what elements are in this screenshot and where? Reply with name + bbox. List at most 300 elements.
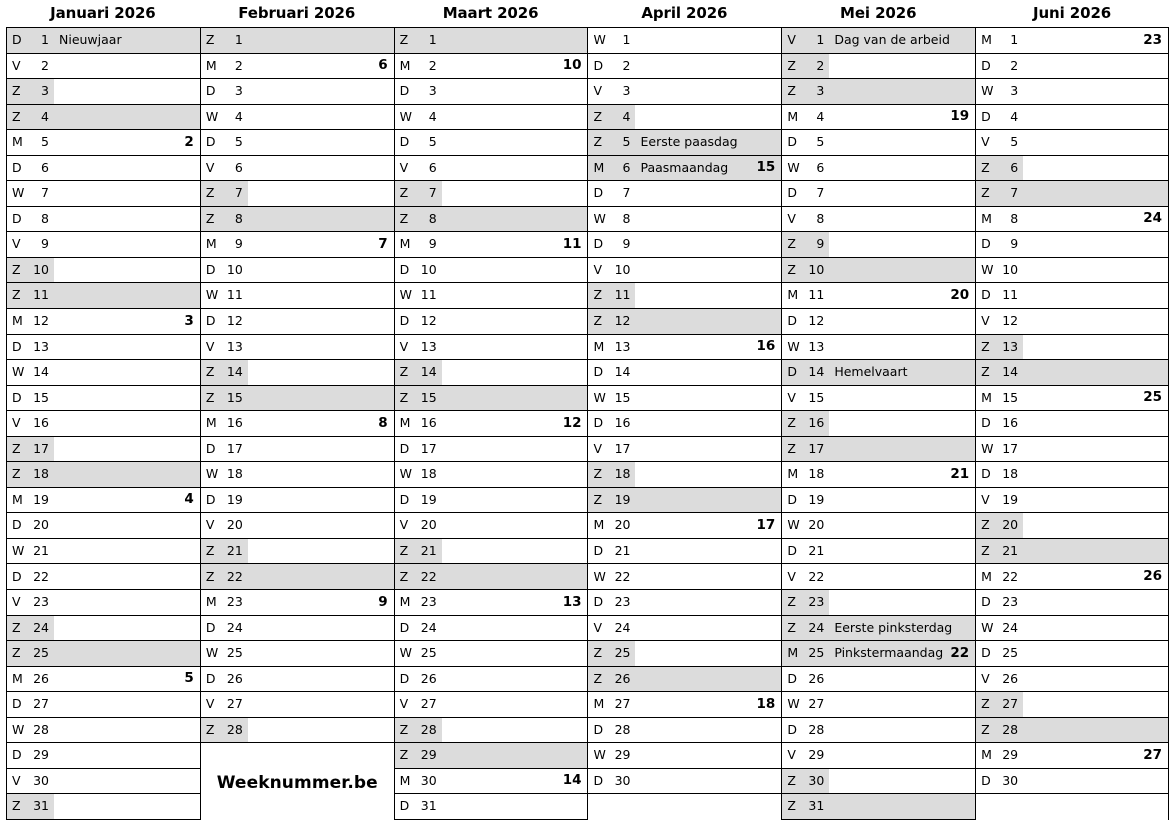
day-cell[interactable] [7, 794, 200, 820]
day-cell[interactable] [588, 616, 781, 642]
holiday-label: Eerste paasdag [640, 134, 738, 150]
day-number: 17 [226, 440, 243, 456]
day-number: 21 [1002, 542, 1019, 558]
day-of-week-letter: Z [787, 772, 796, 788]
day-number: 15 [1002, 389, 1019, 405]
day-of-week-letter: D [205, 261, 216, 277]
day-of-week-letter: V [12, 594, 21, 610]
day-of-week-letter: M [981, 568, 992, 584]
day-cell[interactable] [395, 513, 588, 539]
day-cell[interactable] [782, 564, 975, 590]
day-number: 7 [622, 185, 631, 201]
day-cell[interactable] [782, 130, 975, 156]
day-cell[interactable] [782, 692, 975, 718]
day-cell[interactable] [201, 207, 394, 233]
day-cell[interactable] [395, 360, 588, 386]
day-cell[interactable] [782, 513, 975, 539]
day-cell[interactable] [201, 79, 394, 105]
day-cell[interactable] [7, 692, 200, 718]
months-grid [6, 27, 1169, 820]
day-cell[interactable] [7, 258, 200, 284]
day-cell[interactable] [782, 258, 975, 284]
day-cell[interactable] [588, 411, 781, 437]
day-cell[interactable] [976, 386, 1168, 412]
day-of-week-letter: D [12, 747, 22, 763]
day-cell[interactable] [976, 641, 1168, 667]
day-of-week-letter: D [399, 134, 410, 150]
day-of-week-letter: Z [593, 134, 603, 150]
day-of-week-letter: V [399, 338, 409, 354]
day-cell[interactable] [7, 232, 200, 258]
day-cell[interactable] [201, 718, 394, 744]
empty-cell [201, 794, 394, 820]
day-cell[interactable] [976, 488, 1168, 514]
day-number: 10 [33, 261, 49, 277]
day-number: 27 [614, 696, 631, 712]
day-cell[interactable] [976, 539, 1168, 565]
day-of-week-letter: D [205, 313, 216, 329]
day-number: 19 [808, 491, 825, 507]
day-cell[interactable] [395, 616, 588, 642]
day-cell[interactable] [782, 488, 975, 514]
day-cell[interactable] [976, 79, 1168, 105]
day-cell[interactable] [395, 641, 588, 667]
day-cell[interactable] [588, 667, 781, 693]
day-number: 24 [808, 619, 825, 635]
day-cell[interactable] [588, 258, 781, 284]
day-cell[interactable] [395, 28, 588, 54]
day-cell[interactable] [976, 692, 1168, 718]
empty-cell [976, 794, 1168, 820]
day-cell[interactable] [7, 641, 200, 667]
day-cell[interactable] [588, 309, 781, 335]
day-number: 28 [808, 721, 825, 737]
day-number: 23 [808, 594, 825, 610]
day-cell[interactable] [201, 411, 394, 437]
day-cell[interactable] [395, 207, 588, 233]
day-cell[interactable] [588, 232, 781, 258]
day-number: 20 [420, 517, 437, 533]
day-cell[interactable] [976, 105, 1168, 131]
day-of-week-letter: W [12, 364, 25, 380]
day-number: 18 [808, 466, 825, 482]
day-cell[interactable] [395, 794, 588, 820]
day-cell[interactable] [201, 692, 394, 718]
day-number: 11 [33, 287, 49, 303]
day-cell[interactable] [395, 283, 588, 309]
day-cell[interactable] [201, 590, 394, 616]
day-cell[interactable] [782, 181, 975, 207]
day-cell[interactable] [782, 79, 975, 105]
day-cell[interactable] [7, 105, 200, 131]
day-number: 14 [33, 364, 49, 380]
day-cell[interactable] [395, 411, 588, 437]
day-cell[interactable] [201, 360, 394, 386]
day-of-week-letter: V [12, 236, 21, 252]
day-cell[interactable] [395, 232, 588, 258]
day-cell[interactable] [588, 718, 781, 744]
day-of-week-letter: Z [12, 645, 21, 661]
day-cell[interactable] [395, 539, 588, 565]
day-cell[interactable] [588, 28, 781, 54]
day-cell[interactable] [588, 513, 781, 539]
day-cell[interactable] [201, 564, 394, 590]
day-cell[interactable] [976, 513, 1168, 539]
day-cell[interactable] [7, 718, 200, 744]
day-number: 4 [1010, 108, 1019, 124]
day-of-week-letter: W [12, 721, 25, 737]
day-number: 24 [226, 619, 243, 635]
day-cell[interactable] [782, 743, 975, 769]
day-number: 3 [41, 83, 49, 99]
day-cell[interactable] [588, 105, 781, 131]
week-number: 4 [184, 491, 194, 508]
day-number: 7 [1010, 185, 1019, 201]
day-cell[interactable] [782, 156, 975, 182]
day-cell[interactable] [201, 488, 394, 514]
day-cell[interactable] [782, 667, 975, 693]
brand-logo: Weeknummer.be [216, 772, 378, 793]
day-cell[interactable] [782, 437, 975, 463]
holiday-label: Dag van de arbeid [834, 32, 950, 48]
day-cell[interactable] [395, 743, 588, 769]
day-cell[interactable] [588, 692, 781, 718]
day-cell[interactable] [782, 105, 975, 131]
day-cell[interactable] [976, 590, 1168, 616]
day-cell[interactable] [7, 590, 200, 616]
day-number: 5 [234, 134, 243, 150]
day-number: 22 [1002, 568, 1019, 584]
day-cell[interactable] [976, 181, 1168, 207]
day-cell[interactable] [395, 667, 588, 693]
day-cell[interactable] [395, 156, 588, 182]
day-cell[interactable] [7, 488, 200, 514]
day-of-week-letter: D [12, 159, 22, 175]
day-of-week-letter: V [399, 159, 409, 175]
day-cell[interactable] [7, 156, 200, 182]
day-number: 24 [614, 619, 631, 635]
day-cell[interactable] [782, 641, 975, 667]
day-number: 29 [1002, 747, 1019, 763]
day-of-week-letter: D [981, 415, 991, 431]
holiday-label: Paasmaandag [640, 159, 729, 175]
day-of-week-letter: V [399, 696, 409, 712]
week-number: 24 [1143, 210, 1162, 227]
day-of-week-letter: W [205, 645, 219, 661]
day-of-week-letter: M [399, 236, 411, 252]
day-cell[interactable] [588, 564, 781, 590]
day-cell[interactable] [395, 488, 588, 514]
day-cell[interactable] [395, 564, 588, 590]
day-cell[interactable] [7, 309, 200, 335]
day-of-week-letter: D [981, 108, 991, 124]
day-of-week-letter: Z [593, 466, 603, 482]
day-cell[interactable] [201, 156, 394, 182]
day-cell[interactable] [588, 769, 781, 795]
day-cell[interactable] [395, 130, 588, 156]
day-of-week-letter: Z [981, 159, 990, 175]
day-cell[interactable] [7, 283, 200, 309]
day-cell[interactable] [976, 28, 1168, 54]
day-cell[interactable] [201, 616, 394, 642]
day-number: 12 [226, 313, 243, 329]
day-cell[interactable] [395, 462, 588, 488]
day-of-week-letter: V [205, 159, 215, 175]
day-cell[interactable] [976, 335, 1168, 361]
day-cell[interactable] [395, 590, 588, 616]
day-cell[interactable] [588, 335, 781, 361]
day-cell[interactable] [782, 207, 975, 233]
day-of-week-letter: W [981, 261, 994, 277]
day-cell[interactable] [782, 411, 975, 437]
week-number: 18 [756, 695, 776, 712]
week-number: 8 [378, 414, 388, 431]
day-of-week-letter: D [399, 83, 410, 99]
day-of-week-letter: Z [205, 568, 215, 584]
day-cell[interactable] [201, 258, 394, 284]
day-of-week-letter: M [205, 57, 217, 73]
day-cell[interactable] [7, 130, 200, 156]
day-cell[interactable] [588, 54, 781, 80]
day-cell[interactable] [201, 667, 394, 693]
day-cell[interactable] [395, 769, 588, 795]
day-cell[interactable] [782, 794, 975, 820]
day-number: 6 [1010, 159, 1019, 175]
day-cell[interactable] [782, 360, 975, 386]
day-number: 22 [808, 568, 825, 584]
day-cell[interactable] [395, 718, 588, 744]
day-cell[interactable] [588, 590, 781, 616]
day-cell[interactable] [588, 207, 781, 233]
day-number: 12 [808, 313, 825, 329]
day-cell[interactable] [395, 79, 588, 105]
day-of-week-letter: D [205, 491, 216, 507]
day-cell[interactable] [7, 462, 200, 488]
day-number: 25 [420, 645, 437, 661]
day-number: 19 [226, 491, 243, 507]
day-cell[interactable] [782, 616, 975, 642]
day-of-week-letter: W [205, 287, 219, 303]
day-cell[interactable] [782, 309, 975, 335]
day-number: 11 [808, 287, 825, 303]
day-number: 14 [808, 364, 825, 380]
day-cell[interactable] [7, 54, 200, 80]
month-title-4: April 2026 [641, 4, 728, 22]
empty-cell [588, 794, 781, 820]
day-cell[interactable] [7, 437, 200, 463]
day-of-week-letter: D [593, 542, 604, 558]
day-cell[interactable] [976, 437, 1168, 463]
day-cell[interactable] [588, 181, 781, 207]
day-cell[interactable] [201, 105, 394, 131]
day-of-week-letter: W [593, 568, 606, 584]
day-cell[interactable] [7, 513, 200, 539]
day-cell[interactable] [7, 207, 200, 233]
day-cell[interactable] [588, 283, 781, 309]
day-number: 26 [226, 670, 243, 686]
day-cell[interactable] [201, 641, 394, 667]
day-cell[interactable] [201, 283, 394, 309]
day-cell[interactable] [588, 641, 781, 667]
day-of-week-letter: Z [205, 185, 215, 201]
day-cell[interactable] [588, 743, 781, 769]
day-cell[interactable] [588, 156, 781, 182]
day-of-week-letter: Z [399, 32, 409, 48]
week-number: 20 [950, 286, 970, 303]
day-number: 10 [614, 261, 631, 277]
day-cell[interactable] [201, 130, 394, 156]
day-cell[interactable] [782, 335, 975, 361]
day-number: 22 [420, 568, 437, 584]
day-cell[interactable] [395, 258, 588, 284]
day-of-week-letter: Z [593, 287, 603, 303]
day-cell[interactable] [201, 309, 394, 335]
day-of-week-letter: Z [12, 83, 21, 99]
day-number: 8 [816, 210, 825, 226]
day-cell[interactable] [976, 769, 1168, 795]
day-number: 21 [33, 542, 49, 558]
day-of-week-letter: D [399, 798, 410, 814]
day-cell[interactable] [588, 79, 781, 105]
day-cell[interactable] [395, 105, 588, 131]
day-cell[interactable] [201, 513, 394, 539]
day-of-week-letter: Z [787, 594, 796, 610]
day-cell[interactable] [782, 539, 975, 565]
day-number: 18 [1002, 466, 1019, 482]
month-column-3 [394, 28, 588, 820]
day-cell[interactable] [976, 616, 1168, 642]
day-cell[interactable] [976, 283, 1168, 309]
day-cell[interactable] [201, 539, 394, 565]
day-cell[interactable] [7, 539, 200, 565]
day-cell[interactable] [7, 181, 200, 207]
day-number: 9 [622, 236, 631, 252]
day-cell[interactable] [976, 258, 1168, 284]
day-cell[interactable] [588, 437, 781, 463]
day-number: 21 [614, 542, 631, 558]
day-number: 2 [622, 57, 631, 73]
day-cell[interactable] [588, 539, 781, 565]
day-cell[interactable] [395, 54, 588, 80]
day-cell[interactable] [976, 232, 1168, 258]
day-cell[interactable] [395, 437, 588, 463]
month-column-4 [587, 28, 781, 820]
day-cell[interactable] [588, 488, 781, 514]
day-of-week-letter: D [399, 313, 410, 329]
day-of-week-letter: V [12, 415, 21, 431]
day-cell[interactable] [588, 386, 781, 412]
day-number: 1 [234, 32, 243, 48]
day-number: 17 [33, 440, 49, 456]
day-cell[interactable] [782, 386, 975, 412]
day-cell[interactable] [976, 718, 1168, 744]
day-cell[interactable] [782, 769, 975, 795]
day-of-week-letter: D [593, 594, 604, 610]
day-of-week-letter: W [205, 108, 219, 124]
day-cell[interactable] [976, 156, 1168, 182]
day-cell[interactable] [7, 79, 200, 105]
day-number: 14 [614, 364, 631, 380]
day-cell[interactable] [201, 462, 394, 488]
day-cell[interactable] [976, 130, 1168, 156]
day-cell[interactable] [976, 411, 1168, 437]
day-number: 26 [614, 670, 631, 686]
day-cell[interactable] [976, 564, 1168, 590]
day-cell[interactable] [7, 360, 200, 386]
day-number: 16 [33, 415, 49, 431]
day-cell[interactable] [976, 207, 1168, 233]
day-cell[interactable] [976, 462, 1168, 488]
day-cell[interactable] [7, 28, 200, 54]
day-cell[interactable] [976, 743, 1168, 769]
day-of-week-letter: D [205, 440, 216, 456]
day-cell[interactable] [976, 667, 1168, 693]
day-cell[interactable] [7, 386, 200, 412]
day-cell[interactable] [7, 616, 200, 642]
day-number: 12 [420, 313, 437, 329]
month-titles-row [6, 0, 1169, 27]
day-cell[interactable] [782, 718, 975, 744]
day-number: 12 [1002, 313, 1019, 329]
day-number: 8 [622, 210, 631, 226]
day-of-week-letter: V [981, 670, 990, 686]
day-cell[interactable] [976, 309, 1168, 335]
day-cell[interactable] [201, 335, 394, 361]
day-cell[interactable] [395, 181, 588, 207]
day-cell[interactable] [201, 181, 394, 207]
day-cell[interactable] [7, 769, 200, 795]
day-number: 9 [428, 236, 437, 252]
day-cell[interactable] [395, 335, 588, 361]
day-cell[interactable] [395, 386, 588, 412]
day-number: 10 [420, 261, 437, 277]
day-of-week-letter: Z [787, 798, 796, 814]
day-cell[interactable] [201, 54, 394, 80]
day-cell[interactable] [201, 437, 394, 463]
day-of-week-letter: D [787, 364, 797, 380]
day-cell[interactable] [7, 667, 200, 693]
day-number: 27 [420, 696, 437, 712]
day-cell[interactable] [7, 743, 200, 769]
day-cell[interactable] [782, 590, 975, 616]
day-cell[interactable] [201, 232, 394, 258]
week-number: 5 [184, 670, 194, 687]
day-cell[interactable] [588, 360, 781, 386]
day-cell[interactable] [201, 386, 394, 412]
day-cell[interactable] [976, 54, 1168, 80]
day-cell[interactable] [588, 462, 781, 488]
day-cell[interactable] [588, 130, 781, 156]
day-cell[interactable] [395, 309, 588, 335]
day-number: 23 [226, 594, 243, 610]
day-cell[interactable] [782, 232, 975, 258]
day-cell[interactable] [782, 462, 975, 488]
day-cell[interactable] [201, 28, 394, 54]
day-cell[interactable] [782, 54, 975, 80]
day-cell[interactable] [782, 28, 975, 54]
day-cell[interactable] [395, 692, 588, 718]
day-of-week-letter: W [593, 747, 606, 763]
day-cell[interactable] [7, 335, 200, 361]
day-number: 21 [420, 542, 437, 558]
day-cell[interactable] [976, 360, 1168, 386]
day-cell[interactable] [7, 564, 200, 590]
day-cell[interactable] [7, 411, 200, 437]
day-number: 23 [1002, 594, 1019, 610]
day-of-week-letter: M [593, 517, 605, 533]
day-cell[interactable] [782, 283, 975, 309]
day-of-week-letter: Z [205, 542, 215, 558]
